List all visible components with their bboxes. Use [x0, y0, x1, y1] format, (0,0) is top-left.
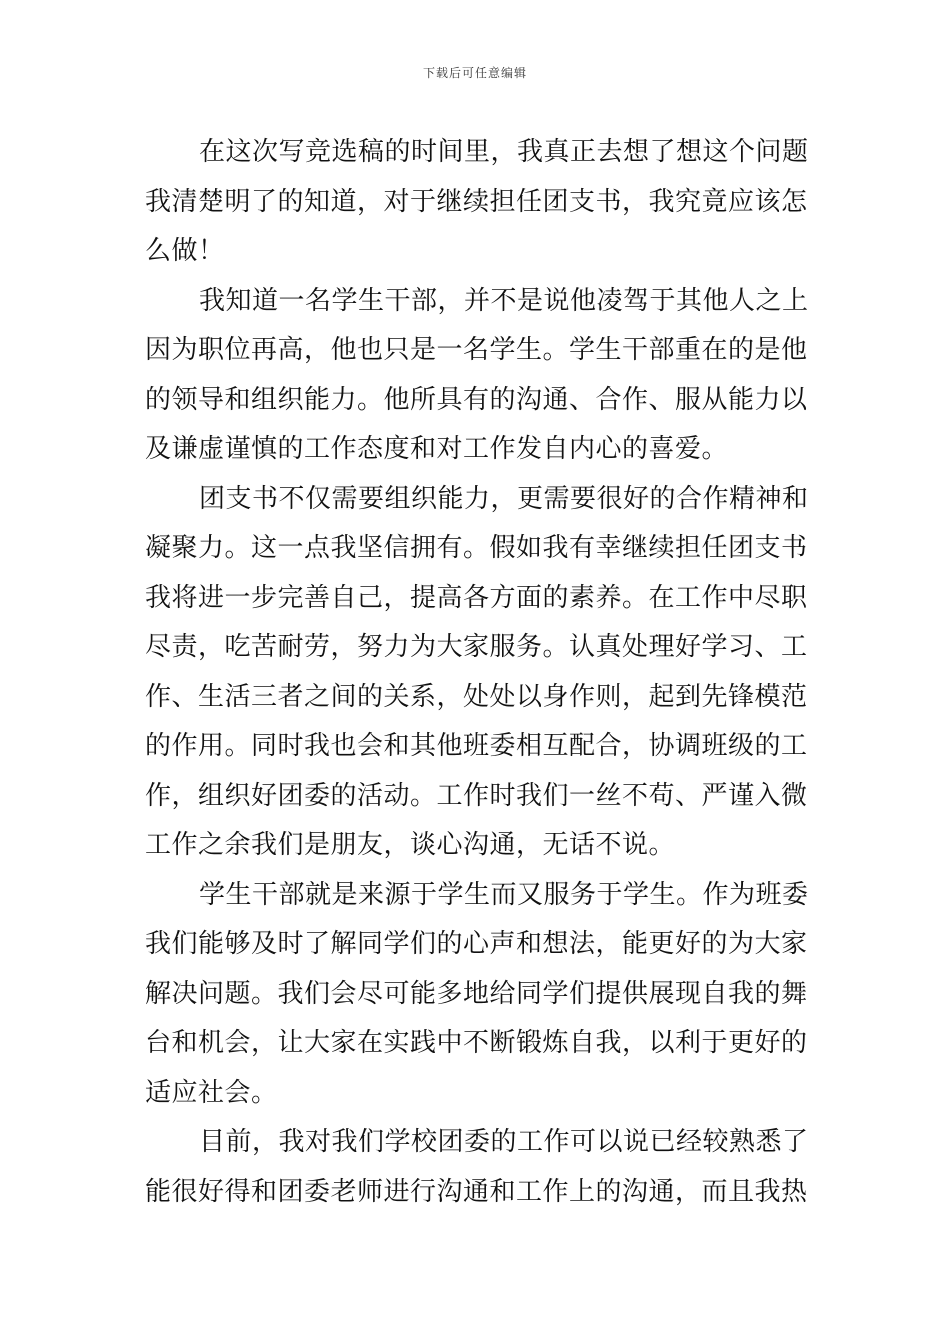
text-line: 目前，我对我们学校团委的工作可以说已经较熟悉了 — [199, 1127, 809, 1157]
paragraph-3 — [145, 475, 810, 871]
text-line: 在这次写竞选稿的时间里，我真正去想了想这个问题 — [199, 137, 809, 167]
text-line: 适应社会。 — [145, 1077, 278, 1108]
paragraph-4 — [145, 871, 810, 1119]
text-line: 学生干部就是来源于学生而又服务于学生。作为班委 — [199, 879, 809, 910]
paragraph-1 — [145, 128, 810, 277]
text-line: 工作之余我们是朋友，谈心沟通，无话不说。 — [145, 830, 676, 860]
text-line: 作，组织好团委的活动。工作时我们一丝不苟、严谨入微 — [145, 780, 808, 811]
text-line: 凝聚力。这一点我坚信拥有。假如我有幸继续担任团支书 — [145, 533, 808, 563]
text-line: 我清楚明了的知道，对于继续担任团支书，我究竟应该怎 — [145, 186, 808, 217]
text-line: 我们能够及时了解同学们的心声和想法，能更好的为大家 — [145, 929, 808, 959]
text-line: 我将进一步完善自己，提高各方面的素养。在工作中尽职 — [145, 582, 808, 613]
text-line: 能很好得和团委老师进行沟通和工作上的沟通，而且我热 — [145, 1176, 808, 1207]
text-line: 么做！ — [145, 236, 225, 266]
text-line: 解决问题。我们会尽可能多地给同学们提供展现自我的舞 — [145, 978, 808, 1009]
text-line: 尽责，吃苦耐劳，努力为大家服务。认真处理好学习、工 — [145, 632, 808, 662]
text-line: 的领导和组织能力。他所具有的沟通、合作、服从能力以 — [145, 384, 808, 415]
text-line: 我知道一名学生干部，并不是说他凌驾于其他人之上 — [199, 285, 809, 316]
paragraph-5 — [145, 1118, 810, 1217]
text-line: 的作用。同时我也会和其他班委相互配合，协调班级的工 — [145, 731, 808, 761]
document-body — [145, 128, 810, 1217]
text-line: 台和机会，让大家在实践中不断锻炼自我，以利于更好的 — [145, 1028, 808, 1058]
page-header: 下载后可任意编辑 — [422, 66, 527, 80]
paragraph-2 — [145, 277, 810, 475]
text-line: 及谦虚谨慎的工作态度和对工作发自内心的喜爱。 — [145, 434, 729, 464]
text-line: 因为职位再高，他也只是一名学生。学生干部重在的是他 — [145, 335, 808, 365]
text-line: 团支书不仅需要组织能力，更需要很好的合作精神和 — [199, 483, 809, 514]
text-line: 作、生活三者之间的关系，处处以身作则，起到先锋模范 — [145, 681, 808, 712]
